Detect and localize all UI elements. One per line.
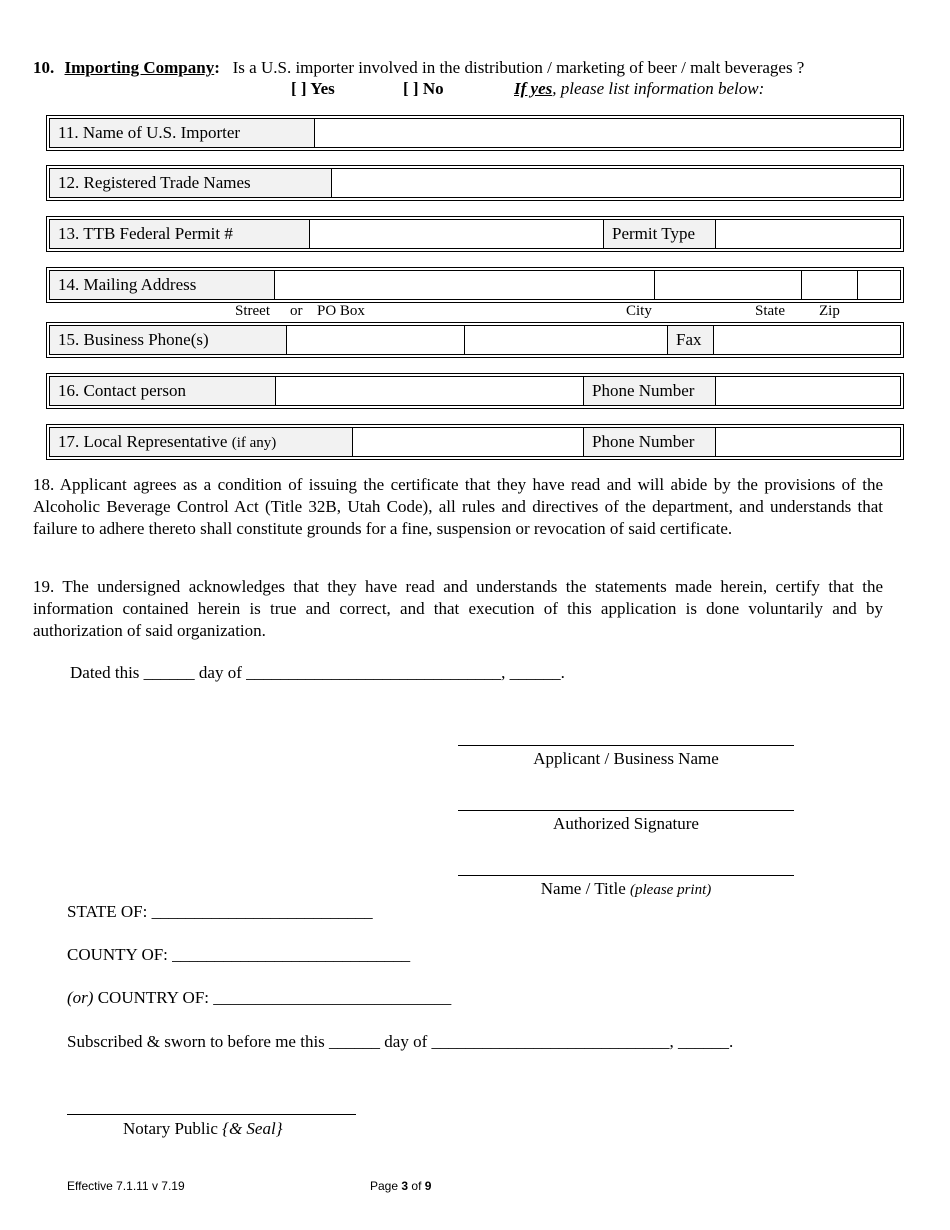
- please-print-note: (please print): [630, 882, 712, 898]
- no-checkbox[interactable]: [403, 79, 444, 99]
- permit-number-field[interactable]: [310, 219, 604, 249]
- or-note: (or): [67, 988, 94, 1007]
- if-yes-rest: , please list information below:: [552, 79, 765, 98]
- contact-person-label: 16. Contact person: [49, 376, 276, 406]
- name-title-caption: [458, 879, 794, 899]
- trade-names-label: 12. Registered Trade Names: [49, 168, 332, 198]
- state-caption: State: [755, 303, 785, 319]
- name-title-line[interactable]: [458, 875, 794, 876]
- paragraph-18: 18. Applicant agrees as a condition of issuing the certificate that they have read and will abide by the provisions of the Alcoholic Beverage Control Act (Title 32B, Utah Code), all rules and directives of the department, and understands that failure to adhere thereto shall constitute grounds for a fine, suspension or revocation of said certificate.: [33, 475, 883, 538]
- row-16-contact-person: [46, 373, 904, 409]
- importer-name-label: 11. Name of U.S. Importer: [49, 118, 315, 148]
- if-yes-emphasis: If yes: [514, 79, 553, 98]
- question-10-label: Importing Company: [64, 58, 215, 77]
- zip-caption: Zip: [819, 303, 840, 319]
- row-13-permit: [46, 216, 904, 252]
- page-of: of: [411, 1179, 422, 1193]
- contact-phone-label: Phone Number: [584, 376, 716, 406]
- local-rep-field[interactable]: [353, 427, 584, 457]
- dated-line[interactable]: Dated this ______ day of ______________________________, ______.: [70, 663, 565, 682]
- pobox-caption: PO Box: [317, 303, 365, 319]
- footer-effective: Effective 7.1.11 v 7.19: [67, 1179, 185, 1193]
- question-10-text: Is a U.S. importer involved in the distribution / marketing of beer / malt beverages ?: [232, 58, 805, 77]
- fax-field[interactable]: [714, 325, 901, 355]
- page-number: 3: [401, 1179, 409, 1193]
- question-10-colon: :: [214, 58, 220, 77]
- local-rep-phone-field[interactable]: [716, 427, 901, 457]
- contact-person-field[interactable]: [276, 376, 584, 406]
- row-12-trade-names: [46, 165, 904, 201]
- state-of-line[interactable]: STATE OF: __________________________: [67, 902, 373, 921]
- subscribed-line[interactable]: Subscribed & sworn to before me this ______ day of ____________________________, ______.: [67, 1032, 734, 1051]
- no-label: [ ] No: [403, 79, 444, 98]
- notary-signature-line[interactable]: [67, 1114, 356, 1115]
- yes-checkbox[interactable]: [291, 79, 335, 99]
- country-of-line[interactable]: [67, 987, 451, 1009]
- row-11-importer-name: [46, 115, 904, 151]
- applicant-caption: Applicant / Business Name: [533, 749, 719, 768]
- city-caption: City: [626, 303, 652, 319]
- if-yes-instruction: [514, 79, 764, 99]
- business-phone-field-2[interactable]: [465, 325, 668, 355]
- applicant-signature-line[interactable]: [458, 745, 794, 746]
- county-of-line[interactable]: COUNTY OF: ____________________________: [67, 945, 411, 964]
- importer-name-field[interactable]: [315, 118, 901, 148]
- row-14-mailing-address: [46, 267, 904, 303]
- local-rep-label-text: 17. Local Representative: [58, 432, 228, 451]
- permit-type-label: Permit Type: [604, 219, 716, 249]
- street-field[interactable]: [275, 270, 655, 300]
- question-10: [33, 57, 804, 79]
- authorized-caption: Authorized Signature: [553, 814, 699, 833]
- local-rep-label: [49, 427, 353, 457]
- name-title-text: Name / Title: [540, 879, 626, 898]
- notary-caption: [123, 1118, 283, 1140]
- contact-phone-field[interactable]: [716, 376, 901, 406]
- trade-names-field[interactable]: [332, 168, 901, 198]
- street-caption: Street: [235, 303, 270, 319]
- permit-number-label: 13. TTB Federal Permit #: [49, 219, 310, 249]
- yes-label: [ ] Yes: [291, 79, 335, 98]
- notary-public-text: Notary Public: [123, 1119, 218, 1138]
- zip-field[interactable]: [858, 270, 901, 300]
- row-15-business-phone: [46, 322, 904, 358]
- state-field[interactable]: [802, 270, 858, 300]
- row-17-local-representative: [46, 424, 904, 460]
- business-phone-field-1[interactable]: [287, 325, 465, 355]
- local-rep-phone-label: Phone Number: [584, 427, 716, 457]
- or-caption: or: [290, 303, 303, 319]
- authorized-signature-line[interactable]: [458, 810, 794, 811]
- page-total: 9: [424, 1179, 432, 1193]
- permit-type-field[interactable]: [716, 219, 901, 249]
- footer-page: [370, 1179, 431, 1193]
- mailing-address-label: 14. Mailing Address: [49, 270, 275, 300]
- seal-note: {& Seal}: [222, 1119, 283, 1138]
- page-prefix: Page: [370, 1179, 399, 1193]
- local-rep-label-note: (if any): [231, 435, 277, 451]
- paragraph-19: 19. The undersigned acknowledges that they have read and understands the statements made herein, certify that the information contained herein is true and correct, and that execution of this application is done voluntarily and by authorization of said organization.: [33, 577, 883, 640]
- city-field[interactable]: [655, 270, 802, 300]
- business-phone-label: 15. Business Phone(s): [49, 325, 287, 355]
- question-10-number: 10.: [33, 58, 55, 77]
- country-of-text: COUNTRY OF: ____________________________: [97, 988, 452, 1007]
- fax-label: Fax: [668, 325, 714, 355]
